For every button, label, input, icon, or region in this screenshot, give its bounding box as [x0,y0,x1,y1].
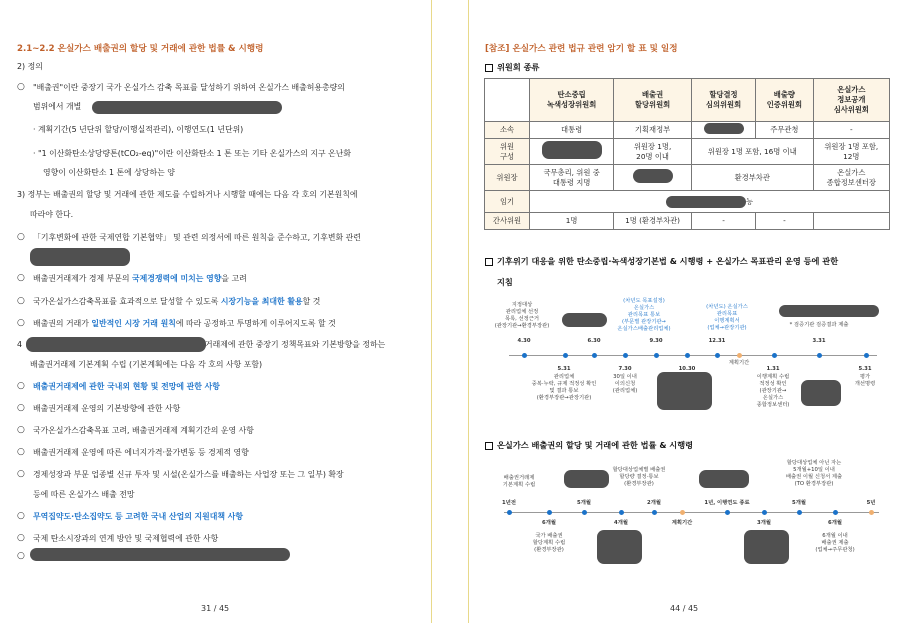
redaction-mark [92,101,282,114]
redaction-mark [26,337,206,352]
timeline-date: 12.31 [708,338,726,344]
table-cell: 국무총리, 위원 중 대통령 지명 [530,165,614,191]
timeline-date: 5개월 [792,500,806,506]
page-title: [참조] 온실가스 관련 법규 관련 암기 할 표 및 일정 [485,44,678,54]
timeline-date: 1.31 [766,366,780,372]
timeline-point [582,510,587,515]
table-header: 배출권 할당위원회 [614,79,692,122]
text-line: 범위에서 개별 [33,102,82,111]
table-header: 배출량 인증위원회 [756,79,813,122]
table-cell: 환경부차관 [691,165,813,191]
timeline-point [685,353,690,358]
section-heading: 위원회 종류 [485,62,539,73]
timeline-note: * 검증기관 검증결과 제출 [789,322,849,328]
table-cell [813,213,889,230]
timeline-date: 2개월 [647,500,661,506]
timeline-note: 할당대상업체 아닌 자는 5개월+10일 이내 배출권 이월 신청서 제출 (TO 환경부장관) [785,460,843,487]
redaction-mark [744,530,789,564]
section-heading-cont: 지침 [497,277,513,287]
timeline-date: 7.30 [618,366,632,372]
text-line: 배출권거래제 운영에 따른 에너지가격·물가변동 등 경제적 영향 [33,448,249,457]
timeline-point [680,510,685,515]
timeline-point [817,353,822,358]
text-line: 3) 정부는 배출권의 할당 및 거래에 관한 제도를 수립하거나 시행할 때에는 다음 각 호의 기본원칙에 [17,190,358,199]
timeline-date: 계획기간 [671,520,693,526]
timeline-date: 4.30 [517,338,531,344]
redaction-mark [633,169,673,183]
timeline-note: 6개월 이내 배출권 제출 (업체→주무관청) [815,533,855,553]
left-page [0,0,432,623]
timeline-date: 5년 [866,500,876,506]
redaction-mark [666,196,746,208]
bullet-icon: ○ [17,381,25,391]
bullet-icon: ○ [17,533,25,543]
timeline-date: 6개월 [542,520,556,526]
timeline-point [623,353,628,358]
timeline-date: 4개월 [614,520,628,526]
timeline-date: 5.31 [557,366,571,372]
table-cell: 대통령 [530,122,614,139]
table-header: 할당결정 심의위원회 [691,79,755,122]
redaction-mark [699,470,749,488]
text-line: 국가온실가스감축목표 고려, 배출권거래제 계획기간의 운영 사항 [33,426,254,435]
table-cell: 온실가스 종합정보센터장 [813,165,889,191]
text-line: 배출권거래제가 경제 부문의 국제경쟁력에 미치는 영향을 고려 [33,274,247,283]
timeline-point [507,510,512,515]
page-number: 44 / 45 [670,604,699,613]
text-line: 배출권거래제 기본계획 수립 (기본계획에는 다음 각 호의 사항 포함) [30,360,263,369]
section-heading: 온실가스 배출권의 할당 및 거래에 관한 법률 & 시행령 [485,440,693,451]
row-label: 위원 구성 [485,139,530,165]
bullet-icon: ○ [17,551,25,561]
redaction-mark [564,470,609,488]
timeline-note: 관리업체 중복·누락, 규제 적정성 확인 및 결과 통보 (환경부장관→관장기관) [531,374,597,401]
table-header: 온실가스 정보공개 심사위원회 [813,79,889,122]
timeline-date: 1년, 이행연도 종료 [704,500,750,506]
timeline-note: 이행계획 수립 적정성 확인 (관장기관→ 온실가스 종합정보센터) [756,374,790,408]
timeline-point [654,353,659,358]
text-line: 무역집약도·탄소집약도 등 고려한 국내 산업의 지원대책 사항 [33,512,244,521]
bullet-icon: ○ [17,273,25,283]
timeline-point [864,353,869,358]
table-cell [614,165,692,191]
text-line: 「기후변화에 관한 국제연합 기본협약」 및 관련 의정서에 따른 원칙을 준수하고, 기후변화 관련 [33,233,361,242]
row-label: 위원장 [485,165,530,191]
bullet-icon: ○ [17,425,25,435]
timeline-date: 1년전 [502,500,516,506]
text-line: 경제성장과 부문 업종별 신규 투자 및 시설(온실가스를 배출하는 사업장 또는 그 일부) 확장 [33,470,344,479]
table-cell: 위원장 1명, 20명 이내 [614,139,692,165]
redaction-mark [597,530,642,564]
timeline-note: 지정대상 관리업체 선정 목록, 선정근거 (관장기관→환경부장관) [494,302,550,329]
timeline-date: 3.31 [812,338,826,344]
timeline-note: (차년도 목표설정) 온실가스 관리목표 통보 (부문별 관장기관→ 온실가스배출관리업체) [617,298,671,332]
table-cell [691,122,755,139]
timeline-point [725,510,730,515]
bullet-icon: ○ [17,469,25,479]
timeline-point [652,510,657,515]
bullet-icon: ○ [17,447,25,457]
section-heading: 기후위기 대응을 위한 탄소중립·녹색성장기본법 & 시행령 + 온실가스 목표관리 운영 등에 관한 [485,256,838,267]
redaction-mark [30,248,130,266]
bullet-icon: ○ [17,82,25,92]
redaction-mark [562,313,607,327]
redaction-mark [30,548,290,561]
text-line: 국제 탄소시장과의 연계 방안 및 국제협력에 관한 사항 [33,534,219,543]
table-cell: 1명 (환경부차관) [614,213,692,230]
row-label: 임기 [485,191,530,213]
timeline-note: 30일 이내 이의신청 (관리업체) [612,374,638,394]
square-bullet-icon [485,442,493,450]
table-cell: - [813,122,889,139]
bullet-icon: ○ [17,511,25,521]
timeline-point [563,353,568,358]
table-cell: 1명 [530,213,614,230]
table-cell: 능 [530,191,890,213]
timeline-date: 9.30 [649,338,663,344]
table-header: 탄소중립 녹색성장위원회 [530,79,614,122]
section-heading: 2) 정의 [17,62,43,71]
page-gap [432,0,468,623]
text-line: "배출권"이란 중장기 국가 온실가스 감축 목표를 달성하기 위하여 온실가스 배출허용총량의 [33,83,345,92]
table-cell [530,139,614,165]
timeline-note: 배출권거래제 기본계획 수립 [502,475,536,488]
page-number: 31 / 45 [201,604,230,613]
text-line: 배출권거래제 운영의 기본방향에 관한 사항 [33,404,181,413]
redaction-mark [704,123,744,134]
timeline-date: 10.30 [678,366,696,372]
timeline-point [869,510,874,515]
timeline-date: 6.30 [587,338,601,344]
text-line: 거래제에 관한 중장기 정책목표와 기본방향을 정하는 [205,340,386,349]
timeline-point [592,353,597,358]
redaction-mark [657,372,712,410]
table-cell: 위원장 1명 포함, 16명 이내 [691,139,813,165]
timeline-note: 계획기간 [728,360,750,366]
bullet-icon: ○ [17,232,25,242]
timeline-point [762,510,767,515]
timeline-note: 할당대상업체별 배출권 할당량 결정·통보 (환경부장관) [612,467,666,487]
timeline-note: 평가 개선명령 [854,374,876,387]
text-line: 배출권거래제에 관한 국내외 현황 및 전망에 관한 사항 [33,382,220,391]
timeline-point [833,510,838,515]
row-label: 소속 [485,122,530,139]
timeline-date: 5개월 [577,500,591,506]
text-line: 4 [17,340,23,349]
timeline-point [772,353,777,358]
timeline-point [547,510,552,515]
row-label: 간사위원 [485,213,530,230]
timeline-date: 3개월 [757,520,771,526]
committee-table [484,78,890,230]
timeline-date: 6개월 [828,520,842,526]
square-bullet-icon [485,258,493,266]
redaction-mark [779,305,879,317]
text-line: · 계획기간(5 년단위 할당/이행실적관리), 이행연도(1 년단위) [33,125,244,134]
timeline-note: (차년도) 온실가스 관리목표 이행계획서 (업체→관장기관) [706,304,748,331]
redaction-mark [542,141,602,159]
bullet-icon: ○ [17,296,25,306]
square-bullet-icon [485,64,493,72]
redaction-mark [801,380,841,406]
timeline-note: 국가 배출권 할당계획 수립 (환경부장관) [532,533,566,553]
text-line: 따라야 한다. [30,210,74,219]
text-line: 영향이 이산화탄소 1 톤에 상당하는 양 [43,168,175,177]
bullet-icon: ○ [17,318,25,328]
timeline-date: 5.31 [858,366,872,372]
bullet-icon: ○ [17,403,25,413]
timeline-point [522,353,527,358]
table-cell: 기획재정부 [614,122,692,139]
timeline-point [797,510,802,515]
timeline-point [715,353,720,358]
text-line: 배출권의 거래가 일반적인 시장 거래 원칙에 따라 공정하고 투명하게 이루어지도록 할 것 [33,319,336,328]
timeline-point [737,353,742,358]
text-line: · "1 이산화탄소상당량톤(tCO₂-eq)"이란 이산화탄소 1 톤 또는 기타 온실가스의 지구 온난화 [33,149,352,158]
table-cell: 위원장 1명 포함, 12명 [813,139,889,165]
table-cell: - [691,213,755,230]
timeline-axis [504,512,879,513]
timeline-point [619,510,624,515]
text-line: 국가온실가스감축목표를 효과적으로 달성할 수 있도록 시장기능을 최대한 활용할 것 [33,297,321,306]
page-title: 2.1~2.2 온실가스 배출권의 할당 및 거래에 관한 법률 & 시행령 [17,44,264,54]
table-cell: - [756,213,813,230]
text-line: 등에 따른 온실가스 배출 전망 [33,490,135,499]
right-page [468,0,900,623]
table-cell: 주무관청 [756,122,813,139]
table-corner [485,79,530,122]
